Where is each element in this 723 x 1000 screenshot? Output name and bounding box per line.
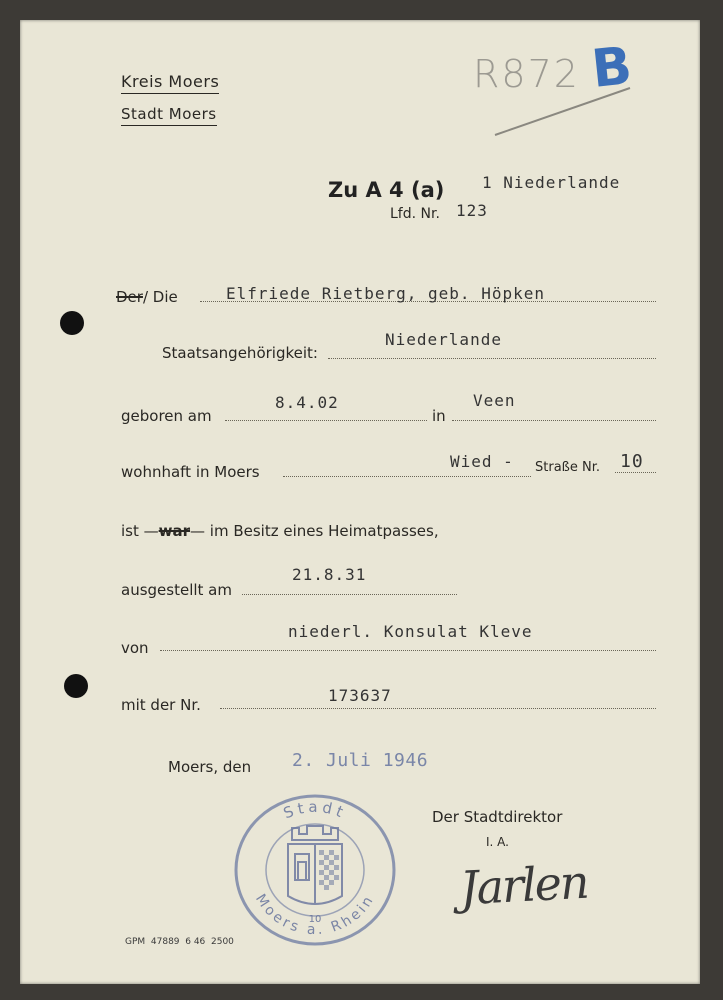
seal-top-text: Stadt bbox=[280, 798, 350, 823]
signature: Jarlen bbox=[458, 854, 589, 916]
print-code: GPM 47889 6 46 2500 bbox=[125, 937, 234, 947]
street-label: Straße Nr. bbox=[535, 460, 600, 475]
nationality-value: Niederlande bbox=[385, 330, 502, 349]
number-value: 173637 bbox=[328, 686, 392, 705]
punch-hole-bottom bbox=[64, 674, 88, 698]
residence-label: wohnhaft in Moers bbox=[121, 463, 260, 481]
born-date: 8.4.02 bbox=[275, 393, 339, 412]
issuer-line bbox=[160, 650, 656, 651]
die-label: / Die bbox=[142, 288, 178, 306]
issued-label: ausgestellt am bbox=[121, 581, 232, 599]
street-number: 10 bbox=[620, 451, 644, 472]
war-struck: war bbox=[158, 522, 191, 540]
kreis-heading: Kreis Moers bbox=[121, 72, 219, 94]
der-struck: Der bbox=[116, 288, 143, 306]
lfd-value: 123 bbox=[456, 201, 488, 220]
street-name: Wied - bbox=[450, 452, 514, 471]
lfd-label: Lfd. Nr. bbox=[390, 206, 440, 222]
director-label: Der Stadtdirektor bbox=[432, 808, 563, 826]
punch-hole-top bbox=[60, 311, 84, 335]
born-place-line bbox=[452, 420, 656, 421]
issued-line bbox=[242, 594, 457, 595]
date-stamp: 2. Juli 1946 bbox=[292, 750, 429, 771]
reference-title: Zu A 4 (a) bbox=[328, 178, 445, 202]
ist-label: ist — bbox=[121, 522, 159, 540]
in-label: in bbox=[432, 407, 446, 425]
blue-pencil-note: B bbox=[588, 36, 635, 100]
nationality-label: Staatsangehörigkeit: bbox=[162, 344, 318, 362]
seal-number: 10 bbox=[308, 914, 322, 925]
street-no-line bbox=[615, 472, 656, 473]
reference-country: 1 Niederlande bbox=[482, 173, 621, 192]
street-line bbox=[283, 476, 531, 477]
possession-label: — im Besitz eines Heimatpasses, bbox=[190, 522, 439, 540]
issued-date: 21.8.31 bbox=[292, 565, 367, 584]
born-label: geboren am bbox=[121, 407, 212, 425]
city-seal bbox=[232, 792, 398, 948]
stadt-heading: Stadt Moers bbox=[121, 105, 217, 126]
number-line bbox=[220, 708, 656, 709]
ia-label: I. A. bbox=[486, 835, 509, 849]
place-date-label: Moers, den bbox=[168, 758, 252, 776]
document-page bbox=[20, 20, 700, 984]
der-die-row bbox=[116, 288, 178, 306]
svg-text:Stadt bbox=[281, 798, 349, 822]
nationality-line bbox=[328, 358, 656, 359]
born-place: Veen bbox=[473, 391, 516, 410]
number-label: mit der Nr. bbox=[121, 696, 201, 714]
possession-row bbox=[121, 522, 439, 540]
seal-bottom-text: Moers a. Rhein bbox=[252, 891, 378, 939]
born-date-line bbox=[225, 420, 427, 421]
pencil-note: R872 bbox=[473, 52, 580, 96]
issuer-value: niederl. Konsulat Kleve bbox=[288, 622, 533, 641]
person-name: Elfriede Rietberg, geb. Höpken bbox=[226, 284, 545, 303]
pencil-stroke bbox=[490, 80, 640, 140]
from-label: von bbox=[121, 639, 149, 657]
